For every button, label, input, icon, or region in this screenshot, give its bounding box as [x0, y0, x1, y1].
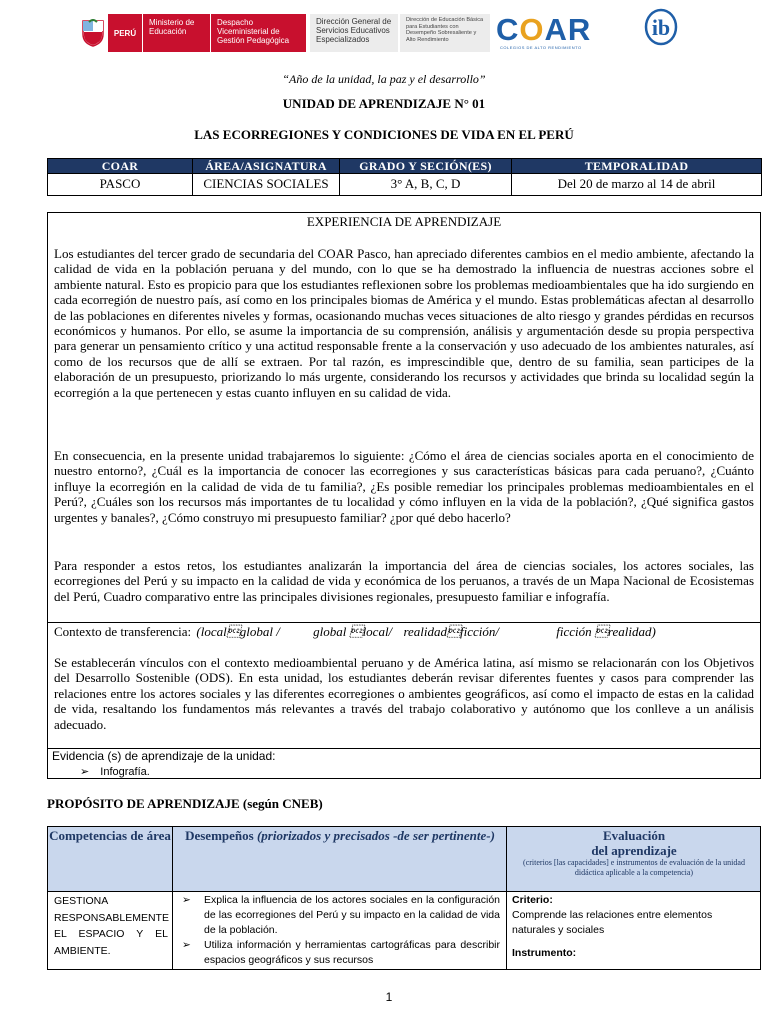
info-table-header-row	[48, 159, 762, 174]
header-evaluacion-line2: del aprendizaje	[591, 843, 677, 858]
info-value-temporalidad: Del 20 de marzo al 14 de abril	[512, 174, 762, 196]
context-option-global-local: global local/	[313, 624, 393, 639]
logo-peru: PERÚ	[108, 14, 142, 52]
info-value-coar: PASCO	[48, 174, 193, 196]
header-logo-bar	[78, 14, 638, 52]
info-header-area: ÁREA/ASIGNATURA	[193, 159, 340, 174]
criterio-label: Criterio:	[512, 894, 553, 906]
info-header-grado: GRADO Y SECIÓN(ES)	[340, 159, 512, 174]
info-table-value-row	[48, 174, 762, 196]
experience-title: EXPERIENCIA DE APRENDIZAJE	[306, 214, 502, 229]
logo-direccion-educacion: Dirección de Educación Básica para Estudiantes con Desempeño Sobresaliente y Alto Rendimiento	[400, 14, 490, 52]
coar-subtitle: COLEGIOS DE ALTO RENDIMIENTO	[500, 45, 582, 50]
header-divider	[47, 891, 761, 892]
info-header-temporalidad: TEMPORALIDAD	[512, 159, 762, 174]
instrumento-label: Instrumento:	[512, 947, 577, 959]
header-evaluacion-line1: Evaluación	[602, 828, 666, 843]
performance-cell	[182, 893, 500, 968]
info-table	[47, 158, 762, 196]
arrow-bullet-icon: ➢	[80, 766, 90, 778]
info-value-grado: 3° A, B, C, D	[340, 174, 512, 196]
year-motto: “Año de la unidad, la paz y el desarrollo”	[282, 72, 486, 86]
experience-paragraph-3: Para responder a estos retos, los estudiantes analizarán la importancia del área de ciencias sociales, los actores sociales, las ecorregiones del Perú y su impacto en la calidad de vida y económica de los peruanos, a través de un Mapa Nacional de Ecosistemas del Perú, Cuadro comparativo entre las principales divisiones regionales, presupuesto familiar e infografía.	[54, 558, 754, 604]
page-number: 1	[385, 990, 393, 1004]
experience-paragraph-2: En consecuencia, en la presente unidad trabajaremos lo siguiente: ¿Cómo el área de ciencias sociales aporta en el conocimiento de nuestro entorno?, ¿Cuál es la importancia de conocer las ecorregiones y sus características básicas para cada peruano?, ¿Cuánto influye la ecorregión en la calidad de vida de tu familia?, ¿Es posible remediar los principales problemas medioambientales en el Perú?, ¿Cuáles son los recursos más importantes de tu localidad y cómo influyen en la vida de la población?, ¿Qué significa gastos urgentes y banales?, ¿Cómo construyo mi presupuesto familiar? ¿por qué debo hacerlo?	[54, 448, 754, 525]
experience-paragraph-1: Los estudiantes del tercer grado de secundaria del COAR Pasco, han apreciado diferentes cambios en el medio ambiente, afectando la calidad de vida en la población peruana y del mundo, con lo que se ha demostrado la influencia de nuestras acciones sobre el ambiente natural. Esto es propicio para que los estudiantes reflexionen sobre los problemas medioambientales que ha ido surgiendo en cada ecorregión de nuestro país, así como en los principales biomas de América y el mundo. Estas problemáticas afectan al desarrollo de las poblaciones en diferentes niveles y formas, ocasionando muchas veces situaciones de alto riesgo y grandes pérdidas en recursos económicos y humanos. Por ello, se asume la importancia de su comprensión, análisis y argumentación desde su propia perspectiva para generar un pensamiento crítico y una actitud responsable frente a la conservación y uso adecuado de los ambientes naturales, así como de los recursos que de allí se extraen. Por tal razón, es imprescindible que, dentro de su familia, sean participes de la elaboración de un presupuesto, priorizando lo más urgente, considerando los recursos y actividades que brinda su localidad según la ecorregión a la que pertenecen y estas cuanto influyen en su calidad de vida.	[54, 246, 754, 400]
purpose-title: PROPÓSITO DE APRENDIZAJE (según CNEB)	[47, 796, 323, 811]
unit-title: UNIDAD DE APRENDIZAJE N° 01	[282, 96, 486, 111]
info-value-area: CIENCIAS SOCIALES	[193, 174, 340, 196]
transfer-context	[54, 624, 656, 640]
context-divider	[47, 622, 761, 623]
coar-logo	[494, 14, 606, 52]
evidence-item	[80, 765, 150, 778]
context-option-realidad-ficcion: realidadficción/	[403, 624, 499, 639]
transfer-context-label: Contexto de transferencia:	[54, 624, 192, 639]
column-divider	[172, 826, 173, 970]
evidence-label: Evidencia (s) de aprendizaje de la unidad:	[52, 749, 276, 763]
header-competencias: Competencias de área	[49, 828, 171, 843]
logo-direccion-general: Dirección General de Servicios Educativos Especializados	[310, 14, 398, 52]
header-desempenos-label: Desempeños	[185, 828, 254, 843]
performance-text-1: Explica la influencia de los actores sociales en la configuración de las ecorregiones del Perú y su impacto en la calidad de vida de la población.	[204, 894, 500, 936]
unit-subtitle: LAS ECORREGIONES Y CONDICIONES DE VIDA EN EL PERÚ	[194, 127, 574, 142]
arrow-bullet-icon: ➢	[182, 894, 191, 906]
criterio-text: Comprende las relaciones entre elementos naturales y sociales	[512, 909, 713, 936]
arrow-bullet-icon: ➢	[182, 939, 191, 951]
peru-shield-icon	[78, 14, 108, 52]
context-option-local-global: (localglobal /	[196, 624, 280, 639]
header-desempenos	[176, 828, 504, 843]
performance-text-2: Utiliza información y herramientas cartográficas para describir espacios geográficos y sus recursos	[204, 939, 500, 966]
performance-item-1	[182, 893, 500, 938]
header-evaluacion	[508, 828, 760, 858]
competency-cell: GESTIONA RESPONSABLEMENTE EL ESPACIO Y EL AMBIENTE.	[54, 895, 169, 957]
context-paragraph: Se establecerán vínculos con el contexto medioambiental peruano y de América latina, así mismo se relacionarán con los Objetivos del Desarrollo Sostenible (ODS). En esta unidad, los estudiantes deberán revisar diferentes fuentes y casos para comprender las relaciones entre los actores sociales y las diferentes ecorregiones o ambientes geográficos, así como el impacto de estas en la calidad de vida, resaltando los fundamentos más relevantes a través del trabajo colaborativo y autónomo que los conlleve a un análisis adecuado.	[54, 655, 754, 732]
info-header-coar: COAR	[48, 159, 193, 174]
ib-logo-icon	[644, 6, 678, 46]
header-evaluacion-note: (criterios [las capacidades] e instrumentos de evaluación de la unidad didáctica aplicable a la competencia)	[523, 858, 745, 877]
context-option-ficcion-realidad: ficción realidad)	[556, 624, 656, 639]
coar-wordmark: COAR	[496, 12, 592, 47]
svg-text:ib: ib	[651, 15, 671, 40]
evaluation-cell	[512, 893, 758, 961]
evidence-item-text: Infografía.	[100, 766, 150, 778]
header-desempenos-note: (priorizados y precisados -de ser pertinente-)	[256, 828, 495, 843]
performance-item-2	[182, 938, 500, 968]
logo-ministerio: Ministerio de Educación	[142, 14, 210, 52]
column-divider	[506, 826, 507, 970]
logo-despacho: Despacho Viceministerial de Gestión Pedagógica	[210, 14, 306, 52]
